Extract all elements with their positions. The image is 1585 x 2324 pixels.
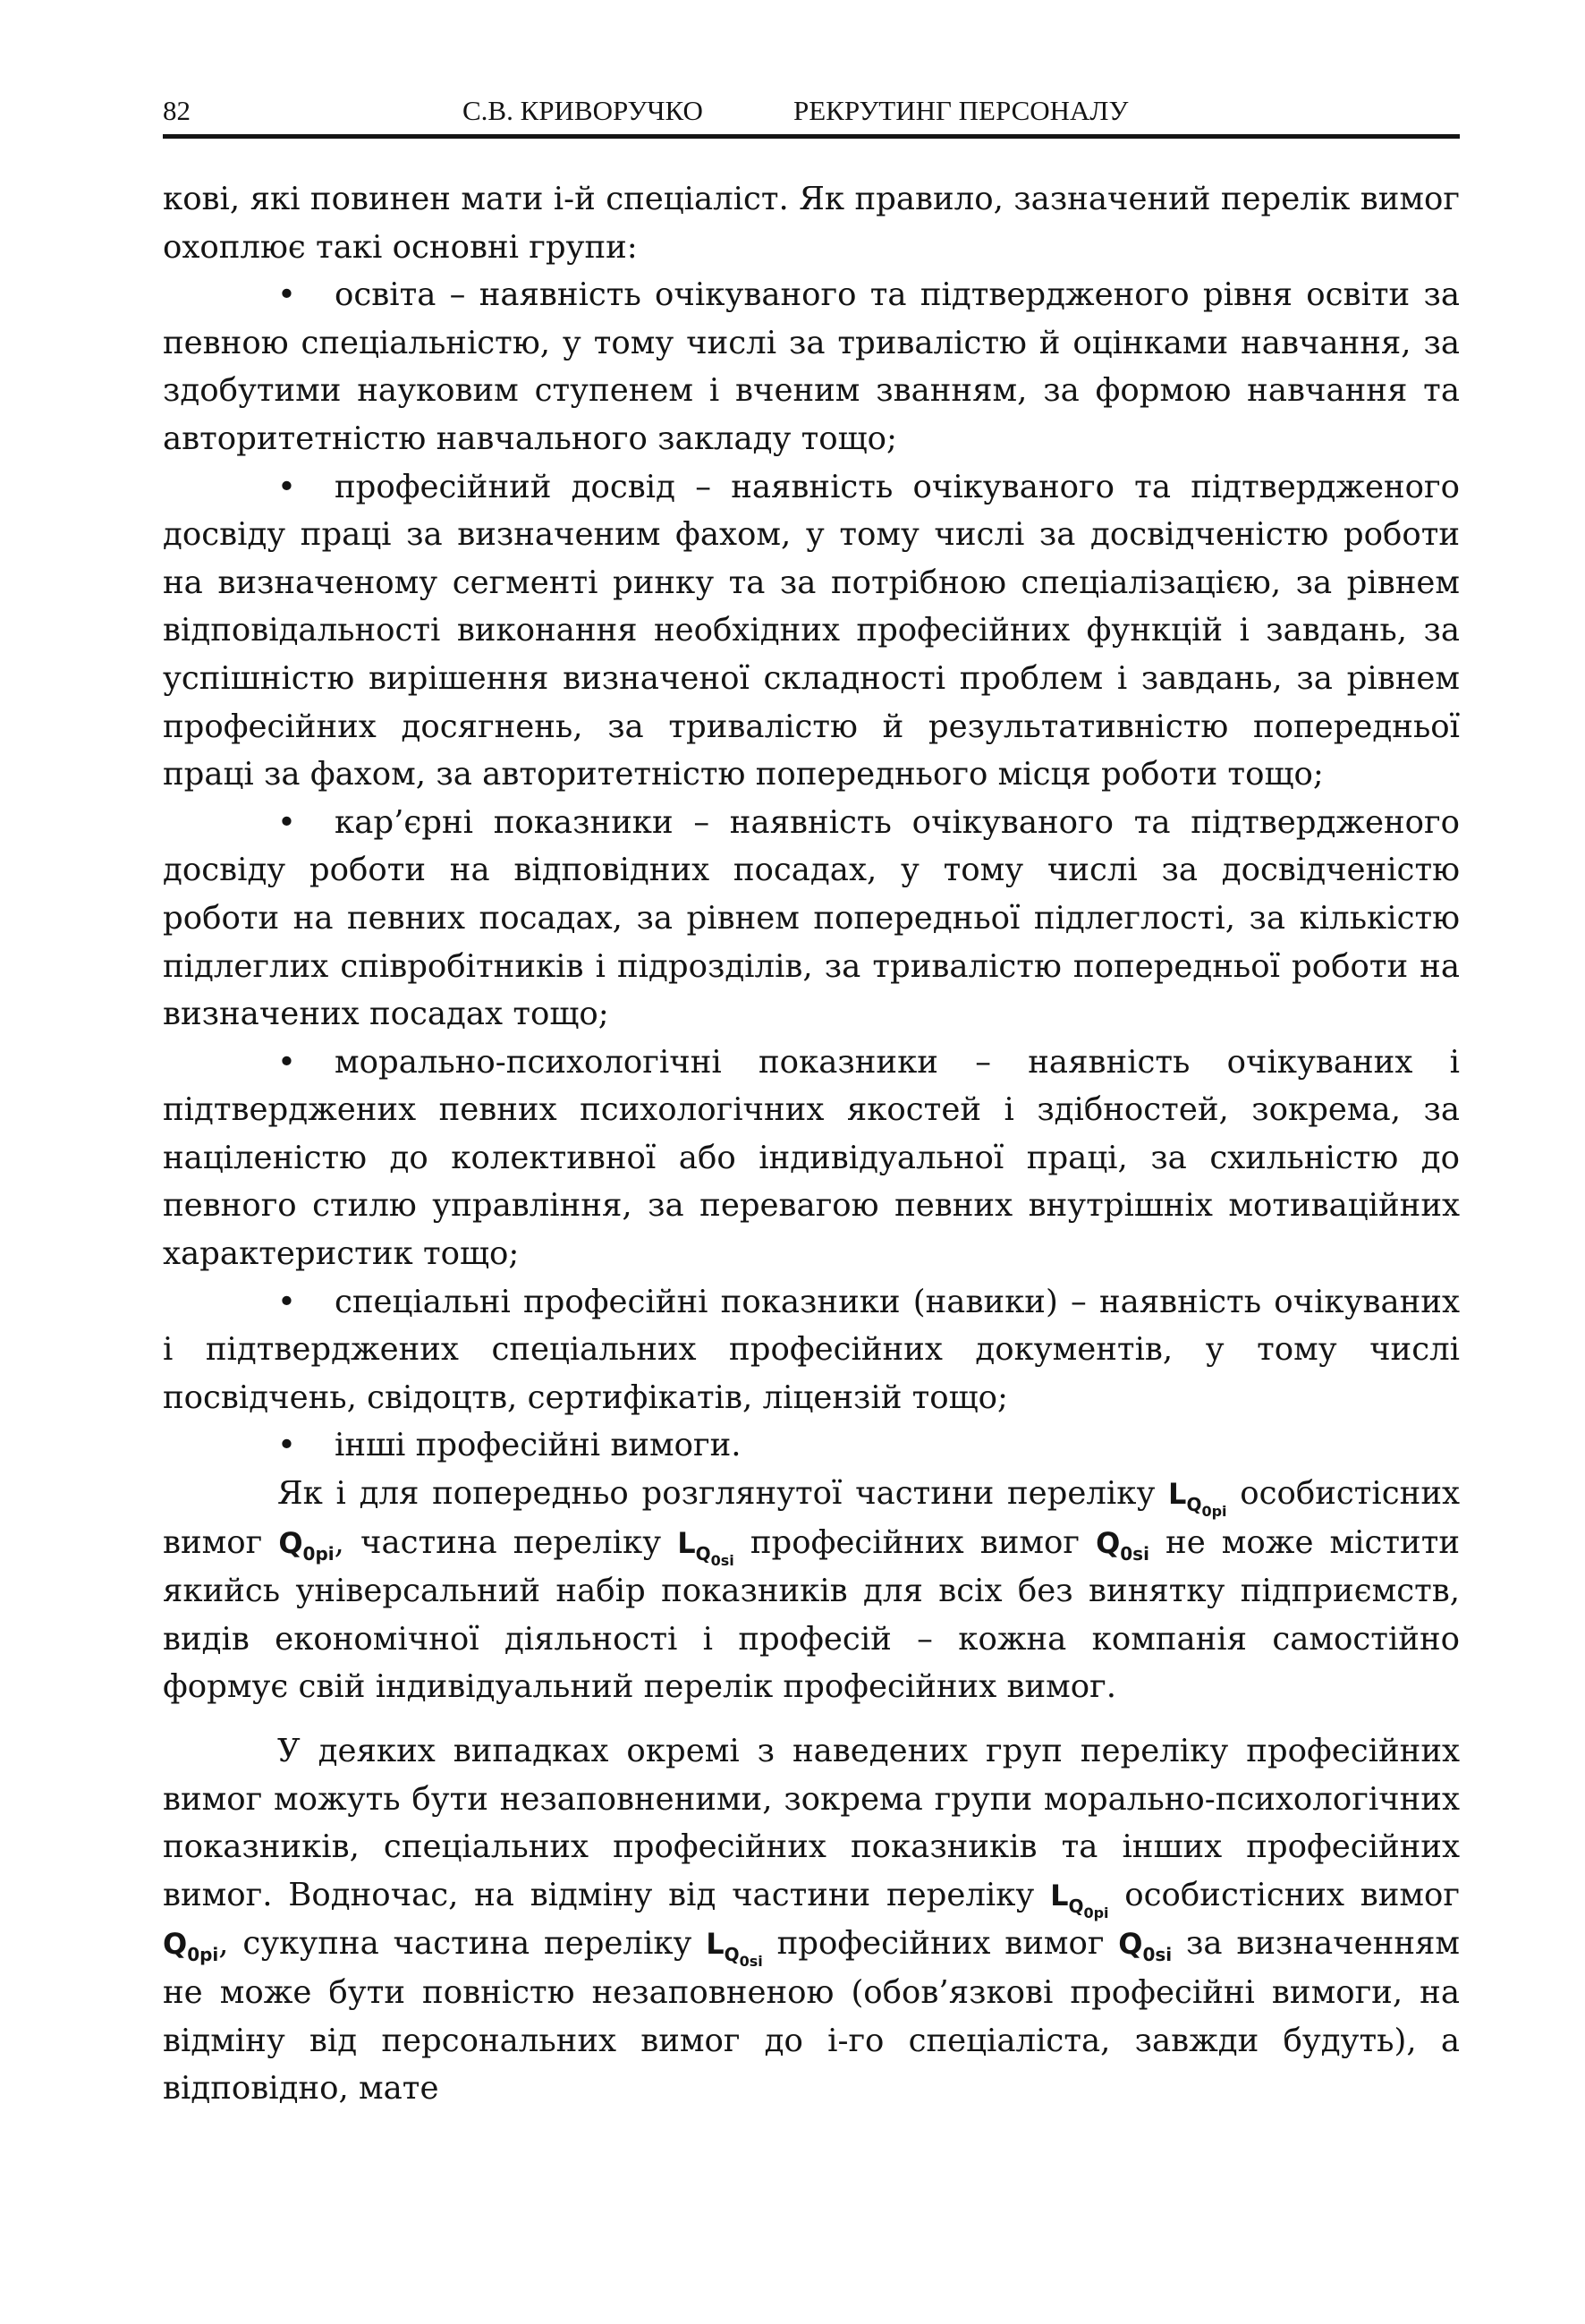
bullet-other-requirements: • інші професійні вимоги. <box>163 1421 1460 1470</box>
symbol-Q0si: $Q_{0si}$ <box>1096 1525 1149 1565</box>
running-header <box>163 89 1460 139</box>
paragraph-unfilled-groups: У деяких випадках окремі з наведених груп переліку професійних вимог можуть бути незаповненими, зокрема групи морально-психологічних показників, спеціальних професійних показників та інших професійних вимог. Водночас, на відміну від частини переліку $L_{Q_{0pi}}$ особистісних вимог $Q_{0pi}$, сукупна частина переліку $L_{Q_{0si}}$ професійних вимог $Q_{0si}$ за визначенням не може бути повністю незаповненою (обов’язкові професійні вимоги, на відміну від персональних вимог до і-го спеціаліста, завжди будуть), а відповідно, мате <box>163 1733 1461 2108</box>
symbol-Q0pi: $Q_{0pi}$ <box>278 1525 335 1565</box>
bullet-professional-experience: • професійний досвід – наявність очікуваного та підтвердженого досвіду праці за визначеним фахом, у тому числі за досвідченістю роботи на визначеному сегменті ринку та за потрібною спеціалізацією, за рівнем відповідальності виконання необхідних професійних функцій і завдань, за успішністю вирішення визначеної складності проблем і завдань, за рівнем професійних досягнень, за тривалістю й результативністю попередньої праці за фахом, за авторитетністю попереднього місця роботи тощо; <box>163 463 1460 799</box>
symbol-L-Q0pi: $L_{Q_{0pi}}$ <box>1050 1878 1109 1921</box>
symbol-Q0pi: $Q_{0pi}$ <box>163 1927 219 1966</box>
intro-paragraph: кові, які повинен мати і-й спеціаліст. Як правило, зазначений перелік вимог охоплює такі основні групи: <box>163 181 1460 266</box>
header-book-title: РЕКРУТИНГ ПЕРСОНАЛУ <box>793 95 1129 126</box>
bullet-career-indicators: • кар’єрні показники – наявність очікуваного та підтвердженого досвіду роботи на відповідних посадах, у тому числі за досвідченістю роботи на певних посадах, за рівнем попередньої підлеглості, за кількістю підлеглих співробітників і підрозділів, за тривалістю попередньої роботи на визначених посадах тощо; <box>163 799 1460 1039</box>
bullet-special-skills: • спеціальні професійні показники (навики) – наявність очікуваних і підтверджених спеціальних професійних документів, у тому числі посвідчень, свідоцтв, сертифікатів, ліцензій тощо; <box>163 1278 1460 1422</box>
symbol-Q0si: $Q_{0si}$ <box>1118 1927 1173 1966</box>
symbol-L-Q0si: $L_{Q_{0si}}$ <box>706 1927 763 1971</box>
symbol-L-Q0si: $L_{Q_{0si}}$ <box>677 1525 734 1569</box>
page-number: 82 <box>163 95 191 126</box>
symbol-L-Q0pi: $L_{Q_{0pi}}$ <box>1168 1477 1227 1521</box>
bullet-education: • освіта – наявність очікуваного та підтвердженого рівня освіти за певною спеціальністю, у тому числі за тривалістю й оцінками навчання, за здобутими науковим ступенем і вченим званням, за формою навчання та авторитетністю навчального закладу тощо; <box>163 271 1460 462</box>
page-body <box>163 175 1460 2113</box>
paragraph-requirements-list: Як і для попередньо розглянутої частини переліку $L_{Q_{0pi}}$ особистісних вимог $Q_{0pi}$, частина переліку $L_{Q_{0si}}$ професійних вимог $Q_{0si}$ не може містити якийсь універсальний набір показників для всіх без винятку підприємств, видів економічної діяльності і професій – кожна компанія самостійно формує свій індивідуальний перелік професійних вимог. <box>163 1475 1460 1706</box>
header-author: С.В. КРИВОРУЧКО <box>462 95 703 126</box>
bullet-moral-psychological: • морально-психологічні показники – наявність очікуваних і підтверджених певних психологічних якостей і здібностей, зокрема, за націленістю до колективної або індивідуальної праці, за схильністю до певного стилю управління, за перевагою певних внутрішніх мотиваційних характеристик тощо; <box>163 1039 1460 1278</box>
